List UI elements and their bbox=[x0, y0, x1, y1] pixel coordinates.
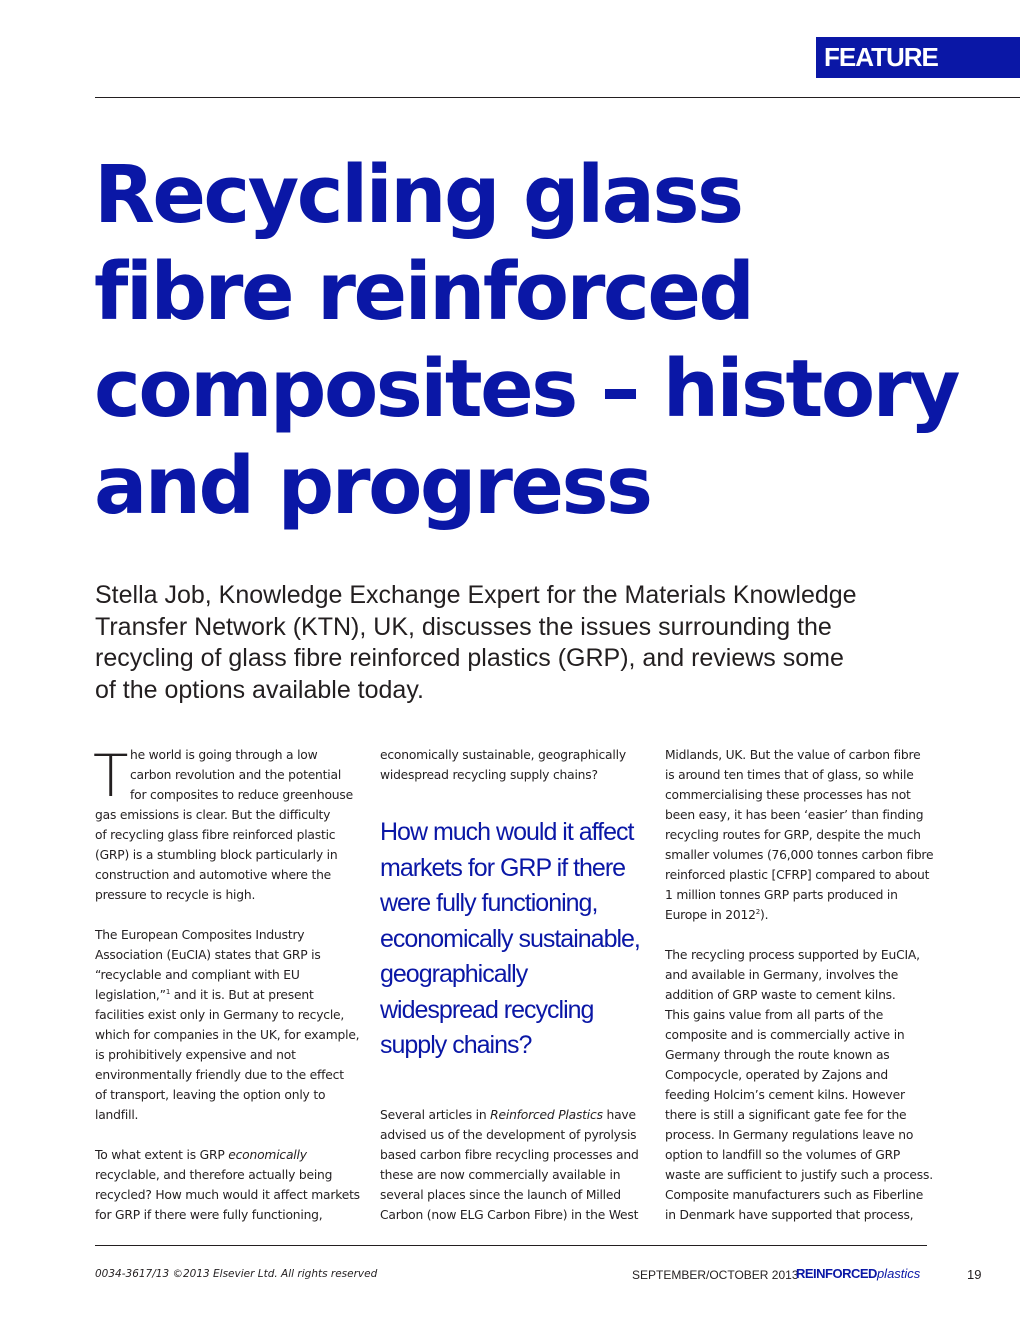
body-line: environmentally friendly due to the effect bbox=[95, 1068, 344, 1082]
body-line: is around ten times that of glass, so while bbox=[665, 768, 914, 782]
body-line: legislation,”$^1$ and it is. But at present bbox=[95, 987, 314, 1002]
body-line: facilities exist only in Germany to recycle, bbox=[95, 1008, 345, 1022]
body-line: feeding Holcim’s cement kilns. However bbox=[665, 1088, 905, 1102]
pull-quote-line: economically sustainable, bbox=[380, 924, 640, 953]
article-title bbox=[94, 147, 974, 535]
standfirst-line: Stella Job, Knowledge Exchange Expert for the Materials Knowledge bbox=[95, 581, 857, 609]
issue-date: SEPTEMBER/OCTOBER 2013 bbox=[632, 1268, 799, 1282]
pull-quote-line: markets for GRP if there bbox=[380, 853, 626, 882]
body-line: Composite manufacturers such as Fiberline bbox=[665, 1188, 924, 1202]
magazine-name-italic: plastics bbox=[876, 1266, 921, 1281]
body-column-3 bbox=[665, 745, 934, 1225]
body-line: which for companies in the UK, for example, bbox=[95, 1028, 360, 1042]
standfirst-line: Transfer Network (KTN), UK, discusses the issues surrounding the bbox=[95, 612, 832, 641]
footer-divider bbox=[95, 1245, 927, 1246]
body-line: commercialising these processes has not bbox=[665, 788, 911, 802]
title-line: Recycling glass bbox=[94, 149, 742, 241]
body-line: based carbon fibre recycling processes and bbox=[380, 1148, 639, 1162]
body-line: for GRP if there were fully functioning, bbox=[95, 1208, 323, 1222]
body-line: construction and automotive where the bbox=[95, 868, 332, 882]
body-line: 1 million tonnes GRP parts produced in bbox=[665, 888, 898, 902]
feature-section-badge: FEATURE bbox=[816, 37, 1020, 78]
body-line: addition of GRP waste to cement kilns. bbox=[665, 988, 896, 1002]
body-line: process. In Germany regulations leave no bbox=[665, 1128, 914, 1142]
body-line: and available in Germany, involves the bbox=[665, 968, 899, 982]
page-number: 19 bbox=[967, 1267, 982, 1282]
body-line: pressure to recycle is high. bbox=[95, 888, 256, 902]
body-line: Midlands, UK. But the value of carbon fibre bbox=[665, 748, 921, 762]
body-line: Compocycle, operated by Zajons and bbox=[665, 1068, 888, 1082]
body-line: widespread recycling supply chains? bbox=[380, 768, 598, 782]
body-line: for composites to reduce greenhouse bbox=[130, 788, 353, 802]
body-line: recycled? How much would it affect markets bbox=[95, 1188, 360, 1202]
body-line: The European Composites Industry bbox=[95, 928, 305, 942]
body-line: waste are sufficient to justify such a process. bbox=[665, 1168, 933, 1182]
body-line: several places since the launch of Milled bbox=[380, 1188, 621, 1202]
body-line: composite and is commercially active in bbox=[665, 1028, 905, 1042]
body-line: carbon revolution and the potential bbox=[130, 768, 342, 782]
standfirst-line: of the options available today. bbox=[95, 675, 424, 704]
body-paragraph bbox=[380, 1105, 645, 1225]
body-line: there is still a significant gate fee for the bbox=[665, 1108, 907, 1122]
body-line: is prohibitively expensive and not bbox=[95, 1048, 296, 1062]
body-line: smaller volumes (76,000 tonnes carbon fibre bbox=[665, 848, 934, 862]
body-paragraph bbox=[93, 742, 360, 905]
footnote-ref: 1 bbox=[165, 987, 171, 996]
body-line: reinforced plastic [CFRP] compared to about bbox=[665, 868, 930, 882]
body-line: Carbon (now ELG Carbon Fibre) in the West bbox=[380, 1208, 639, 1222]
body-line: This gains value from all parts of the bbox=[665, 1008, 884, 1022]
body-line: been easy, it has been ‘easier’ than finding bbox=[665, 808, 924, 822]
body-paragraph bbox=[95, 925, 360, 1125]
body-line: The recycling process supported by EuCIA, bbox=[665, 948, 920, 962]
body-paragraph bbox=[95, 1145, 360, 1225]
pull-quote-line: widespread recycling bbox=[380, 995, 594, 1024]
title-line: and progress bbox=[94, 440, 651, 532]
body-line: (GRP) is a stumbling block particularly in bbox=[95, 848, 338, 862]
body-paragraph bbox=[665, 745, 934, 925]
body-line: of transport, leaving the option only to bbox=[95, 1088, 326, 1102]
body-line: these are now commercially available in bbox=[380, 1168, 621, 1182]
body-line: he world is going through a low bbox=[130, 748, 318, 762]
body-line: in Denmark have supported that process, bbox=[665, 1208, 914, 1222]
body-column-1 bbox=[93, 742, 360, 1225]
pull-quote-line: How much would it affect bbox=[380, 818, 634, 846]
footnote-ref: 2 bbox=[755, 907, 761, 916]
pull-quote-line: were fully functioning, bbox=[380, 889, 598, 917]
body-line: “recyclable and compliant with EU bbox=[95, 968, 300, 982]
body-line: option to landfill so the volumes of GRP bbox=[665, 1148, 901, 1162]
pull-quote bbox=[380, 815, 650, 1064]
article-standfirst bbox=[95, 580, 925, 706]
pull-quote-line: geographically bbox=[380, 960, 528, 988]
body-line: To what extent is GRP economically bbox=[95, 1148, 307, 1162]
body-paragraph bbox=[380, 745, 645, 785]
pull-quote-line: supply chains? bbox=[380, 1031, 532, 1059]
title-line: fibre reinforced bbox=[94, 246, 753, 338]
body-line: of recycling glass fibre reinforced plastic bbox=[95, 828, 336, 842]
body-paragraph bbox=[665, 945, 933, 1225]
body-line: Several articles in Reinforced Plastics have bbox=[380, 1108, 636, 1122]
body-line: gas emissions is clear. But the difficulty bbox=[95, 808, 331, 822]
body-line: recycling routes for GRP, despite the much bbox=[665, 828, 921, 842]
standfirst-line: recycling of glass fibre reinforced plastics (GRP), and reviews some bbox=[95, 644, 844, 672]
body-line: Association (EuCIA) states that GRP is bbox=[95, 948, 321, 962]
body-line: Germany through the route known as bbox=[665, 1048, 890, 1062]
body-line: landfill. bbox=[95, 1108, 139, 1122]
body-column-2 bbox=[380, 745, 645, 785]
header-divider bbox=[95, 97, 1020, 98]
title-line: composites – history bbox=[94, 343, 959, 435]
body-column-2-continued bbox=[380, 1105, 645, 1225]
body-line: economically sustainable, geographically bbox=[380, 748, 626, 762]
body-line: recyclable, and therefore actually being bbox=[95, 1168, 333, 1182]
body-line: Europe in 2012$^2$). bbox=[665, 907, 769, 922]
magazine-name bbox=[796, 1266, 920, 1281]
copyright-notice: 0034-3617/13 ©2013 Elsevier Ltd. All rights reserved bbox=[95, 1268, 378, 1280]
drop-cap: T bbox=[93, 742, 129, 810]
magazine-name-bold: REINFORCED bbox=[796, 1266, 877, 1281]
body-line: advised us of the development of pyrolysis bbox=[380, 1128, 637, 1142]
